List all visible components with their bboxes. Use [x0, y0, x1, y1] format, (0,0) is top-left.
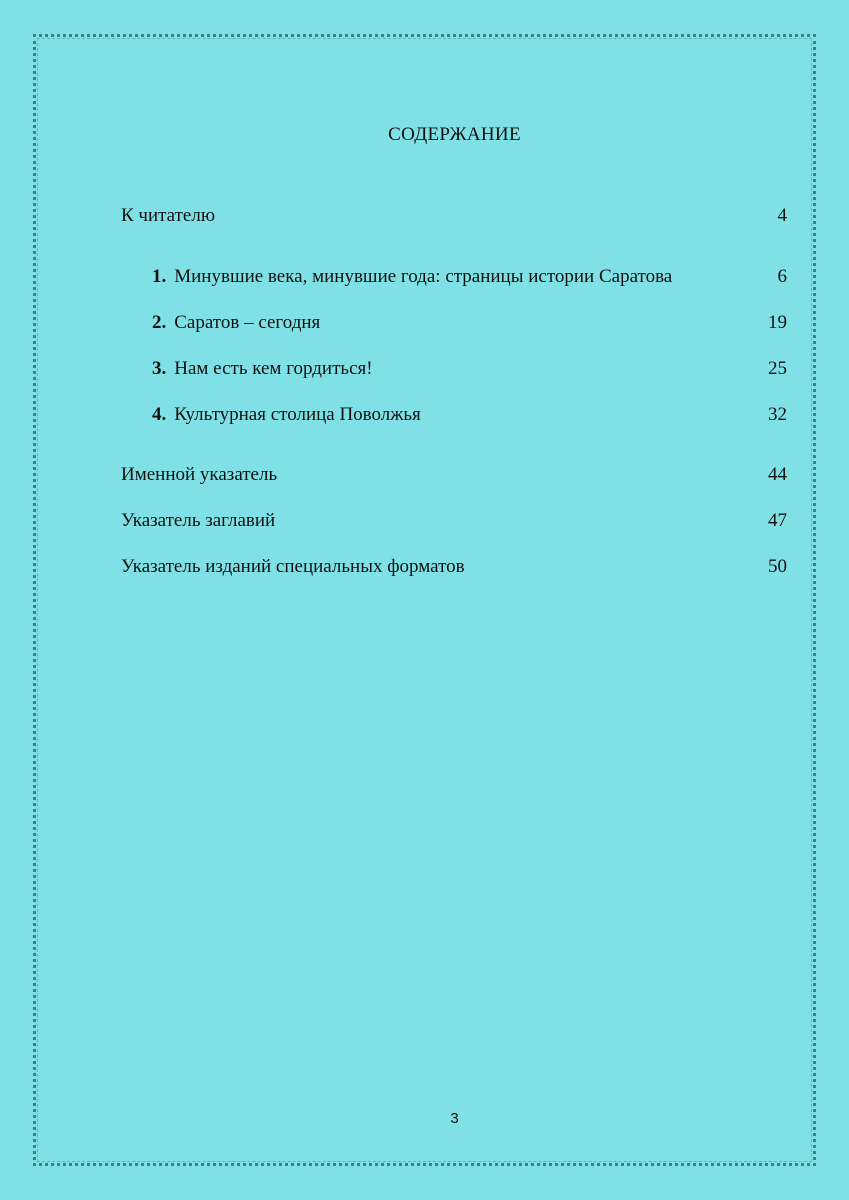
toc-entry-chapter-2[interactable]: [121, 311, 787, 335]
toc-entry-page: 44: [768, 464, 787, 485]
toc-entry-label: Указатель изданий специальных форматов: [121, 556, 465, 577]
toc-entry-label: 4. Культурная столица Поволжья: [152, 404, 421, 425]
toc-entry-page: 4: [777, 205, 787, 226]
toc-entry-label: Именной указатель: [121, 464, 278, 485]
toc-entry-label: Указатель заглавий: [121, 510, 276, 531]
toc-entry-label: 2. Саратов – сегодня: [152, 312, 321, 333]
toc-entry-label: К читателю: [121, 205, 216, 226]
chapter-number: 3.: [152, 358, 167, 379]
chapter-number: 4.: [152, 404, 167, 425]
toc-entry-label: 3. Нам есть кем гордиться!: [152, 358, 373, 379]
toc-entry-label: 1. Минувшие века, минувшие года: страницы истории Саратова: [152, 266, 673, 287]
toc-entry-chapter-1[interactable]: [121, 265, 787, 289]
chapter-number: 1.: [152, 266, 167, 287]
toc-entry-name-index[interactable]: [121, 463, 787, 487]
toc-entry-page: 50: [768, 556, 787, 577]
toc-entry-chapter-3[interactable]: [121, 357, 787, 381]
toc-entry-page: 25: [768, 358, 787, 379]
toc-entry-special-formats-index[interactable]: [121, 555, 787, 579]
toc-title: СОДЕРЖАНИЕ: [388, 124, 521, 145]
toc-entry-title-index[interactable]: [121, 509, 787, 533]
chapter-number: 2.: [152, 312, 167, 333]
toc-entry-chapter-4[interactable]: [121, 403, 787, 427]
toc-entry-page: 6: [777, 266, 787, 287]
page-number: 3: [450, 1110, 459, 1127]
toc-entry-page: 47: [768, 510, 787, 531]
toc-entry-to-reader[interactable]: [121, 204, 787, 228]
toc-entry-page: 32: [768, 404, 787, 425]
toc-entry-page: 19: [768, 312, 787, 333]
